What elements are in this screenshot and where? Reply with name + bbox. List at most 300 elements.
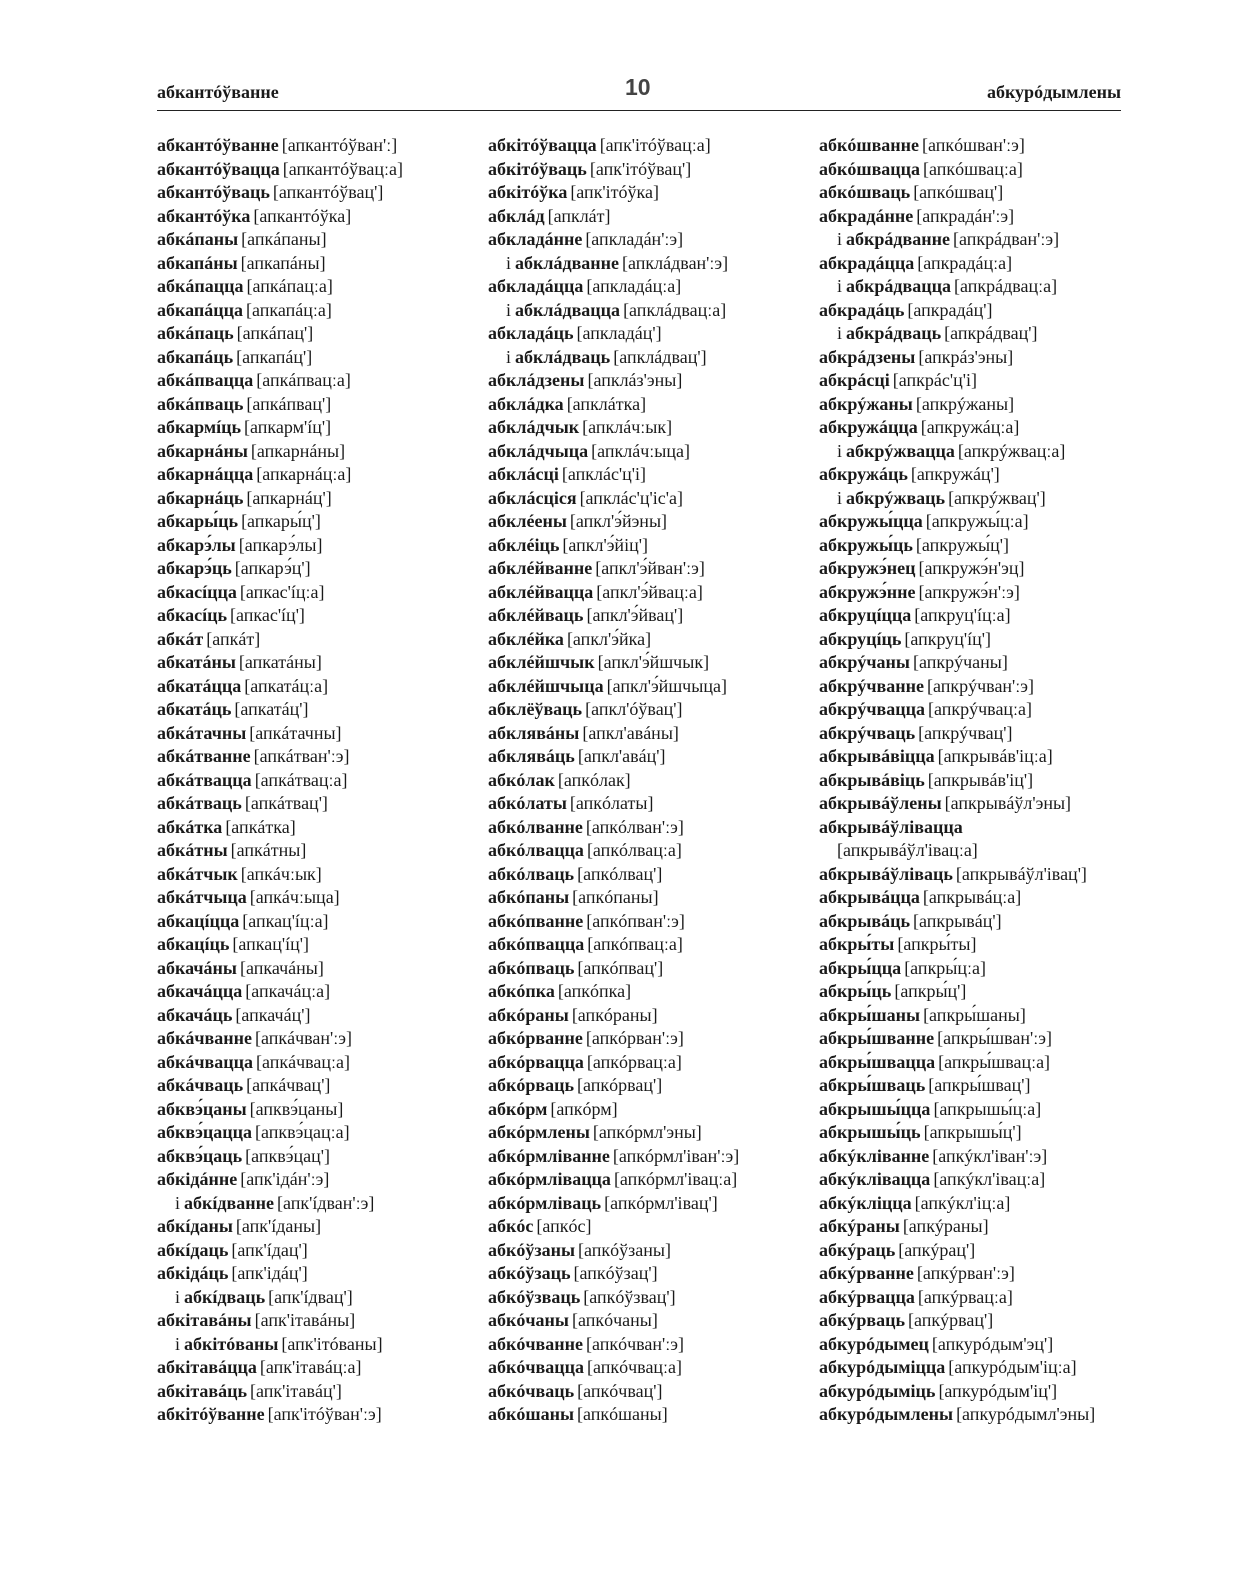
dictionary-entry bbox=[488, 1309, 810, 1333]
headword: абклáдка bbox=[488, 393, 564, 414]
dictionary-entry bbox=[157, 275, 477, 299]
dictionary-entry bbox=[488, 416, 810, 440]
transcription: [апкас'íцːа] bbox=[239, 581, 325, 602]
transcription: [апкрáс'ц'і] bbox=[892, 370, 977, 390]
transcription: [апкóлак] bbox=[557, 769, 631, 790]
dictionary-entry bbox=[819, 910, 1129, 934]
dictionary-entry bbox=[488, 863, 810, 887]
headword: абклáсці bbox=[488, 464, 559, 484]
dictionary-entry bbox=[819, 792, 1129, 816]
page-header bbox=[157, 74, 1121, 111]
transcription: [апкас'íц'] bbox=[229, 605, 305, 625]
transcription: [апкац'íц'] bbox=[232, 934, 309, 954]
headword: абкрáдвацца bbox=[846, 276, 951, 296]
transcription: [апкрýчаны] bbox=[912, 652, 1008, 672]
dictionary-entry bbox=[488, 816, 810, 840]
transcription: [апкрышы́ц'] bbox=[923, 1122, 1022, 1142]
transcription: [апкрывáц'] bbox=[913, 910, 1002, 931]
headword: абкáтваць bbox=[157, 793, 242, 813]
transcription: [апкóчаны] bbox=[571, 1310, 658, 1330]
headword: абкатáць bbox=[157, 699, 232, 719]
transcription: [апкáтачны] bbox=[249, 722, 342, 743]
headword: абкáчваць bbox=[157, 1075, 244, 1095]
dictionary-entry bbox=[157, 816, 477, 840]
headword: абкíданы bbox=[157, 1216, 233, 1236]
headword: абкрýчвацца bbox=[819, 699, 925, 719]
dictionary-entry bbox=[819, 557, 1129, 581]
dictionary-entry bbox=[488, 1004, 810, 1028]
dictionary-entry bbox=[157, 769, 477, 793]
dictionary-entry bbox=[488, 1051, 810, 1075]
headword: абкóпваць bbox=[488, 957, 575, 978]
dictionary-entry bbox=[819, 1380, 1129, 1404]
headword: абкáпаны bbox=[157, 229, 239, 249]
headword: абкачáць bbox=[157, 1004, 233, 1025]
dictionary-entry bbox=[488, 369, 810, 393]
headword: абкантóўка bbox=[157, 205, 251, 226]
headword: абкáтчык bbox=[157, 863, 238, 884]
headword: абкацíцца bbox=[157, 910, 240, 931]
transcription: [апкáпвацːа] bbox=[256, 370, 351, 390]
dictionary-entry bbox=[157, 1051, 477, 1075]
transcription: [апкрадáн'ːэ] bbox=[916, 205, 1015, 226]
headword: абкурóдыміцца bbox=[819, 1357, 946, 1377]
transcription: [апк'ітóўка] bbox=[570, 182, 660, 202]
headword: абкáтны bbox=[157, 840, 228, 860]
transcription: [апкóшаны] bbox=[577, 1404, 668, 1424]
dictionary-entry bbox=[488, 1168, 810, 1192]
dictionary-entry bbox=[157, 1145, 477, 1169]
headword: абклявáць bbox=[488, 746, 575, 766]
dictionary-entry bbox=[819, 933, 1129, 957]
guide-word-right: абкурóдымлены bbox=[986, 82, 1121, 102]
dictionary-entry bbox=[819, 1356, 1129, 1380]
dictionary-entry bbox=[819, 181, 1129, 205]
headword: абкідáнне bbox=[157, 1169, 238, 1189]
dictionary-entry bbox=[488, 957, 810, 981]
transcription: [апкáпаны] bbox=[241, 229, 327, 249]
transcription: [апкры́ц'] bbox=[894, 981, 967, 1001]
headword: абкрывáвіць bbox=[819, 769, 925, 790]
transcription: [апкýраны] bbox=[902, 1216, 989, 1236]
headword: абкóс bbox=[488, 1216, 534, 1236]
dictionary-entry bbox=[488, 557, 810, 581]
headword: абкітавáць bbox=[157, 1380, 248, 1401]
transcription: [апкýкл'івацːа] bbox=[933, 1169, 1046, 1189]
page-number: 10 bbox=[625, 74, 651, 100]
transcription: [апкры́швац'] bbox=[928, 1075, 1031, 1095]
headword: абкрывáцца bbox=[819, 887, 920, 907]
headword: абкружэ́нне bbox=[819, 581, 916, 602]
dictionary-entry bbox=[819, 581, 1129, 605]
dictionary-entry bbox=[488, 181, 810, 205]
transcription: [апк'ітавáны] bbox=[254, 1310, 356, 1330]
dictionary-entry bbox=[488, 346, 810, 370]
headword: абкрадáцца bbox=[819, 252, 915, 273]
headword: абклéйваць bbox=[488, 605, 584, 625]
dictionary-entry bbox=[157, 792, 477, 816]
dictionary-entry bbox=[488, 534, 810, 558]
headword: абкóўзваць bbox=[488, 1286, 581, 1307]
transcription: [апкóлван'ːэ] bbox=[585, 816, 684, 837]
headword: абкарнáць bbox=[157, 487, 244, 508]
transcription: [апкл'óўвац'] bbox=[585, 699, 683, 719]
transcription: [апклáдвацːа] bbox=[623, 299, 727, 320]
transcription: [апкýрван'ːэ] bbox=[916, 1263, 1015, 1283]
headword: абклéйка bbox=[488, 628, 564, 649]
headword: абкітóўка bbox=[488, 182, 568, 202]
dictionary-entry bbox=[157, 1403, 477, 1427]
transcription: [апкатáцːа] bbox=[244, 675, 329, 696]
transcription: [апкóпван'ːэ] bbox=[586, 910, 685, 931]
headword: абкýрваць bbox=[819, 1310, 905, 1330]
dictionary-entry bbox=[819, 863, 1129, 887]
dictionary-entry bbox=[157, 1192, 477, 1216]
dictionary-entry bbox=[819, 228, 1129, 252]
transcription: [апкарнáны] bbox=[250, 440, 346, 461]
variant-conjunction: і bbox=[175, 1333, 181, 1354]
transcription: [апкрадáцːа] bbox=[917, 252, 1013, 273]
transcription: [апкантóўвацːа] bbox=[282, 158, 403, 179]
headword: абкрадáнне bbox=[819, 205, 914, 226]
headword: абкрышы́цца bbox=[819, 1098, 931, 1119]
transcription: [апк'ідáц'] bbox=[231, 1263, 308, 1283]
headword: абкрáсці bbox=[819, 370, 890, 390]
dictionary-entry bbox=[157, 745, 477, 769]
transcription: [апкапáны] bbox=[240, 252, 326, 273]
dictionary-entry bbox=[157, 1168, 477, 1192]
transcription: [апкóрмл'эны] bbox=[592, 1122, 702, 1142]
headword: абкóрванне bbox=[488, 1028, 583, 1048]
dictionary-entry bbox=[819, 416, 1129, 440]
transcription: [апкóшван'ːэ] bbox=[922, 135, 1025, 155]
dictionary-entry bbox=[157, 1286, 477, 1310]
headword: абкантóўваць bbox=[157, 182, 270, 202]
transcription: [апкóўзац'] bbox=[573, 1263, 658, 1283]
dictionary-entry bbox=[157, 581, 477, 605]
transcription: [апкружы́ц'] bbox=[915, 534, 1009, 555]
headword: абкатáны bbox=[157, 652, 236, 672]
transcription: [апкружэ́н'эц] bbox=[918, 558, 1025, 578]
headword: абкачáцца bbox=[157, 981, 243, 1001]
transcription: [апкл'э́йван'ːэ] bbox=[595, 558, 705, 578]
variant-conjunction: і bbox=[506, 346, 512, 367]
dictionary-entry bbox=[157, 886, 477, 910]
transcription: [апкáпвац'] bbox=[246, 393, 332, 414]
headword: абкíдванне bbox=[184, 1192, 274, 1213]
headword: абкóлаты bbox=[488, 793, 567, 813]
dictionary-entry bbox=[157, 1309, 477, 1333]
variant-conjunction: і bbox=[175, 1286, 181, 1307]
dictionary-entry bbox=[819, 980, 1129, 1004]
dictionary-entry bbox=[488, 134, 810, 158]
dictionary-entry bbox=[157, 416, 477, 440]
dictionary-entry bbox=[157, 980, 477, 1004]
headword: абкрýчаны bbox=[819, 652, 910, 672]
transcription: [апкатáц'] bbox=[234, 699, 309, 719]
headword: абкóлвацца bbox=[488, 840, 584, 860]
dictionary-entry bbox=[157, 228, 477, 252]
headword: абкарэ́лы bbox=[157, 534, 236, 555]
headword: абкапáць bbox=[157, 346, 234, 367]
dictionary-entry bbox=[488, 722, 810, 746]
headword: абклáдвацца bbox=[515, 299, 621, 320]
dictionary-entry bbox=[157, 346, 477, 370]
transcription: [апкóлвац'] bbox=[577, 863, 663, 884]
dictionary-entry bbox=[488, 299, 810, 323]
headword: абкружэ́нец bbox=[819, 558, 916, 578]
dictionary-entry bbox=[157, 557, 477, 581]
transcription: [апкрýчван'ːэ] bbox=[927, 675, 1035, 696]
headword: абкрýчванне bbox=[819, 675, 924, 696]
variant-conjunction: і bbox=[506, 252, 512, 273]
headword: абкасíць bbox=[157, 605, 227, 625]
headword: абкладáць bbox=[488, 323, 574, 343]
transcription: [апкóпвац'] bbox=[577, 957, 664, 978]
transcription: [апкладáн'ːэ] bbox=[585, 229, 684, 249]
transcription: [апкóраны] bbox=[571, 1004, 658, 1025]
dictionary-entry bbox=[157, 1098, 477, 1122]
transcription: [апкóс] bbox=[536, 1216, 592, 1236]
variant-conjunction: і bbox=[837, 276, 843, 296]
headword: абкóшаны bbox=[488, 1404, 574, 1424]
transcription: [апкáчвац'] bbox=[246, 1075, 331, 1095]
dictionary-entry bbox=[157, 698, 477, 722]
transcription: [апкóрван'ːэ] bbox=[585, 1028, 684, 1048]
dictionary-entry bbox=[819, 1074, 1129, 1098]
headword: абкружáцца bbox=[819, 417, 918, 437]
transcription: [апкрýжвац'] bbox=[948, 487, 1046, 508]
headword: абкітóўваць bbox=[488, 158, 587, 179]
headword: абквэ́цаць bbox=[157, 1145, 243, 1166]
headword: абкітóўвацца bbox=[488, 135, 597, 155]
dictionary-entry bbox=[819, 698, 1129, 722]
headword: абкрывáвіцца bbox=[819, 746, 935, 766]
transcription: [апкладáцːа] bbox=[586, 276, 682, 296]
headword: абклéйшчык bbox=[488, 652, 595, 672]
transcription: [апкýрвацːа] bbox=[917, 1286, 1013, 1307]
transcription: [апкрáдвацːа] bbox=[953, 276, 1058, 296]
transcription: [апквэ́цац'] bbox=[245, 1145, 330, 1166]
transcription: [апклáс'ц'і] bbox=[561, 464, 647, 484]
headword: абкóраны bbox=[488, 1004, 569, 1025]
transcription: [апкрáз'эны] bbox=[918, 346, 1014, 367]
headword: абкладáцца bbox=[488, 276, 584, 296]
transcription: [апкóрвацːа] bbox=[586, 1051, 682, 1072]
dictionary-entry bbox=[157, 1356, 477, 1380]
headword: абквэ́цацца bbox=[157, 1122, 252, 1142]
headword: абкóшванне bbox=[819, 135, 920, 155]
headword: абкýкліванне bbox=[819, 1145, 930, 1166]
transcription: [апкружáцːа] bbox=[920, 417, 1020, 437]
transcription: [апкýкл'іван'ːэ] bbox=[932, 1145, 1048, 1166]
dictionary-entry bbox=[157, 252, 477, 276]
dictionary-entry bbox=[157, 181, 477, 205]
transcription: [апкантóўвац'] bbox=[272, 182, 384, 202]
dictionary-entry bbox=[157, 487, 477, 511]
dictionary-entry bbox=[819, 1098, 1129, 1122]
transcription: [апкóпвацːа] bbox=[587, 934, 683, 954]
headword: абкáтванне bbox=[157, 746, 251, 766]
headword: абкарэ́ць bbox=[157, 558, 232, 578]
transcription: [апкáпац'] bbox=[236, 323, 314, 343]
transcription: [апк'ітавáц'] bbox=[250, 1380, 342, 1401]
transcription: [апклáтка] bbox=[566, 393, 647, 414]
headword: абкры́швацца bbox=[819, 1051, 936, 1072]
headword: абкачáны bbox=[157, 957, 237, 978]
transcription: [апкл'э́йшчыца] bbox=[606, 675, 727, 696]
headword: абкóўзаны bbox=[488, 1239, 576, 1260]
headword: абкацíць bbox=[157, 934, 230, 954]
headword: абкóпка bbox=[488, 981, 555, 1001]
transcription: [апкрáдван'ːэ] bbox=[952, 229, 1060, 249]
headword: абкруцíць bbox=[819, 628, 902, 649]
dictionary-entry bbox=[819, 1145, 1129, 1169]
dictionary-entry bbox=[157, 628, 477, 652]
transcription: [апкачáцːа] bbox=[245, 981, 331, 1001]
headword: абкрывáўлівацца bbox=[819, 816, 963, 837]
dictionary-entry bbox=[819, 1215, 1129, 1239]
dictionary-entry bbox=[157, 1333, 477, 1357]
dictionary-entry bbox=[488, 1098, 810, 1122]
transcription: [апклáз'эны] bbox=[587, 370, 683, 390]
dictionary-entry bbox=[488, 322, 810, 346]
transcription: [апкарнáц'] bbox=[246, 487, 332, 508]
dictionary-entry bbox=[488, 675, 810, 699]
dictionary-column-3 bbox=[819, 134, 1129, 1427]
headword: абклáдчыца bbox=[488, 440, 589, 461]
transcription: [апкантóўван'ː] bbox=[281, 135, 398, 155]
dictionary-entry bbox=[157, 1215, 477, 1239]
dictionary-entry bbox=[819, 440, 1129, 464]
transcription: [апк'íданы] bbox=[235, 1216, 322, 1236]
dictionary-entry bbox=[488, 1215, 810, 1239]
transcription: [апкры́ты] bbox=[897, 934, 977, 954]
dictionary-entry bbox=[488, 487, 810, 511]
dictionary-entry bbox=[819, 158, 1129, 182]
transcription: [апкл'э́йвацːа] bbox=[596, 581, 703, 602]
headword: абкармíць bbox=[157, 417, 241, 437]
headword: абклáдзены bbox=[488, 370, 585, 390]
headword: абкры́шаны bbox=[819, 1004, 921, 1025]
dictionary-entry bbox=[157, 1239, 477, 1263]
headword: абкурóдымлены bbox=[819, 1404, 954, 1424]
dictionary-entry bbox=[488, 1239, 810, 1263]
transcription: [апкл'авáны] bbox=[582, 722, 679, 743]
dictionary-entry bbox=[819, 745, 1129, 769]
headword: абкóчванне bbox=[488, 1333, 583, 1354]
transcription: [апкл'э́йэны] bbox=[569, 511, 668, 531]
headword: абкíдваць bbox=[184, 1286, 266, 1307]
headword: абкружы́цца bbox=[819, 511, 923, 531]
dictionary-entry bbox=[157, 651, 477, 675]
dictionary-entry bbox=[819, 1403, 1129, 1427]
transcription: [апкóшвац'] bbox=[913, 182, 1004, 202]
dictionary-entry bbox=[819, 252, 1129, 276]
headword: абкóрмлены bbox=[488, 1122, 590, 1142]
transcription: [апкапáц'] bbox=[236, 346, 313, 367]
headword: абкóлваць bbox=[488, 863, 575, 884]
transcription-continued: [апкрывáўл'івацːа] bbox=[837, 840, 978, 860]
dictionary-entry bbox=[819, 722, 1129, 746]
transcription: [апкóчвац'] bbox=[577, 1380, 663, 1401]
dictionary-entry bbox=[819, 1333, 1129, 1357]
transcription: [апкатáны] bbox=[238, 652, 322, 672]
dictionary-entry bbox=[488, 1380, 810, 1404]
headword: абкóшваць bbox=[819, 182, 911, 202]
transcription: [апкапáцːа] bbox=[245, 299, 332, 320]
dictionary-entry bbox=[157, 722, 477, 746]
transcription: [апквэ́цаны] bbox=[249, 1098, 344, 1119]
headword: абкóрмліванне bbox=[488, 1145, 610, 1166]
transcription: [апк'ітóваны] bbox=[281, 1333, 383, 1354]
transcription: [апкрывáцːа] bbox=[922, 887, 1022, 907]
dictionary-entry bbox=[819, 134, 1129, 158]
dictionary-entry bbox=[157, 510, 477, 534]
dictionary-entry bbox=[488, 393, 810, 417]
transcription: [апкóшвацːа] bbox=[923, 158, 1023, 179]
headword: абкрáдзены bbox=[819, 346, 916, 367]
dictionary-entry bbox=[157, 369, 477, 393]
dictionary-entry bbox=[157, 440, 477, 464]
dictionary-entry bbox=[819, 886, 1129, 910]
headword: абкрýжваць bbox=[846, 487, 946, 508]
dictionary-entry bbox=[488, 1074, 810, 1098]
transcription: [апкáтка] bbox=[225, 816, 296, 837]
dictionary-entry bbox=[488, 933, 810, 957]
dictionary-entry bbox=[819, 1121, 1129, 1145]
transcription: [апкáтвацːа] bbox=[254, 769, 348, 790]
variant-conjunction: і bbox=[837, 487, 843, 508]
headword: абклáдванне bbox=[515, 252, 620, 273]
transcription: [апкарэ́ц'] bbox=[234, 558, 311, 578]
dictionary-entry bbox=[157, 863, 477, 887]
transcription: [апкантóўка] bbox=[253, 205, 352, 226]
headword: абкідáць bbox=[157, 1263, 229, 1283]
transcription: [апкры́цːа] bbox=[904, 957, 987, 978]
transcription: [апкрывáўл'івац'] bbox=[955, 863, 1087, 884]
transcription: [апкáтван'ːэ] bbox=[253, 746, 350, 766]
transcription: [апкóрмл'іван'ːэ] bbox=[612, 1145, 740, 1166]
transcription: [апкл'э́йка] bbox=[566, 628, 652, 649]
transcription: [апкóўзвац'] bbox=[583, 1286, 676, 1307]
dictionary-entry bbox=[157, 933, 477, 957]
headword: абкáтка bbox=[157, 816, 223, 837]
transcription: [апкрывáв'іц'] bbox=[927, 769, 1034, 790]
dictionary-entry bbox=[488, 1027, 810, 1051]
headword: абкрýжаны bbox=[819, 393, 913, 414]
transcription: [апкарнáцːа] bbox=[256, 464, 352, 484]
headword: абкрывáць bbox=[819, 910, 911, 931]
dictionary-entry bbox=[488, 980, 810, 1004]
dictionary-entry bbox=[488, 205, 810, 229]
transcription: [апк'íдац'] bbox=[231, 1239, 308, 1260]
dictionary-entry bbox=[488, 910, 810, 934]
headword: абкрывáўлены bbox=[819, 793, 942, 813]
dictionary-entry bbox=[488, 1192, 810, 1216]
headword: абклéйвацца bbox=[488, 581, 594, 602]
headword: абкáчвацца bbox=[157, 1051, 253, 1072]
dictionary-entry bbox=[819, 463, 1129, 487]
headword: абкарнáны bbox=[157, 440, 248, 461]
dictionary-entry bbox=[488, 1333, 810, 1357]
headword: абкýраны bbox=[819, 1216, 900, 1236]
transcription: [апк'ітóўвацːа] bbox=[599, 135, 711, 155]
headword: абкóрвацца bbox=[488, 1051, 584, 1072]
dictionary-entry bbox=[819, 816, 1129, 840]
headword: абкітóваны bbox=[184, 1333, 279, 1354]
transcription: [апклáдван'ːэ] bbox=[622, 252, 729, 273]
